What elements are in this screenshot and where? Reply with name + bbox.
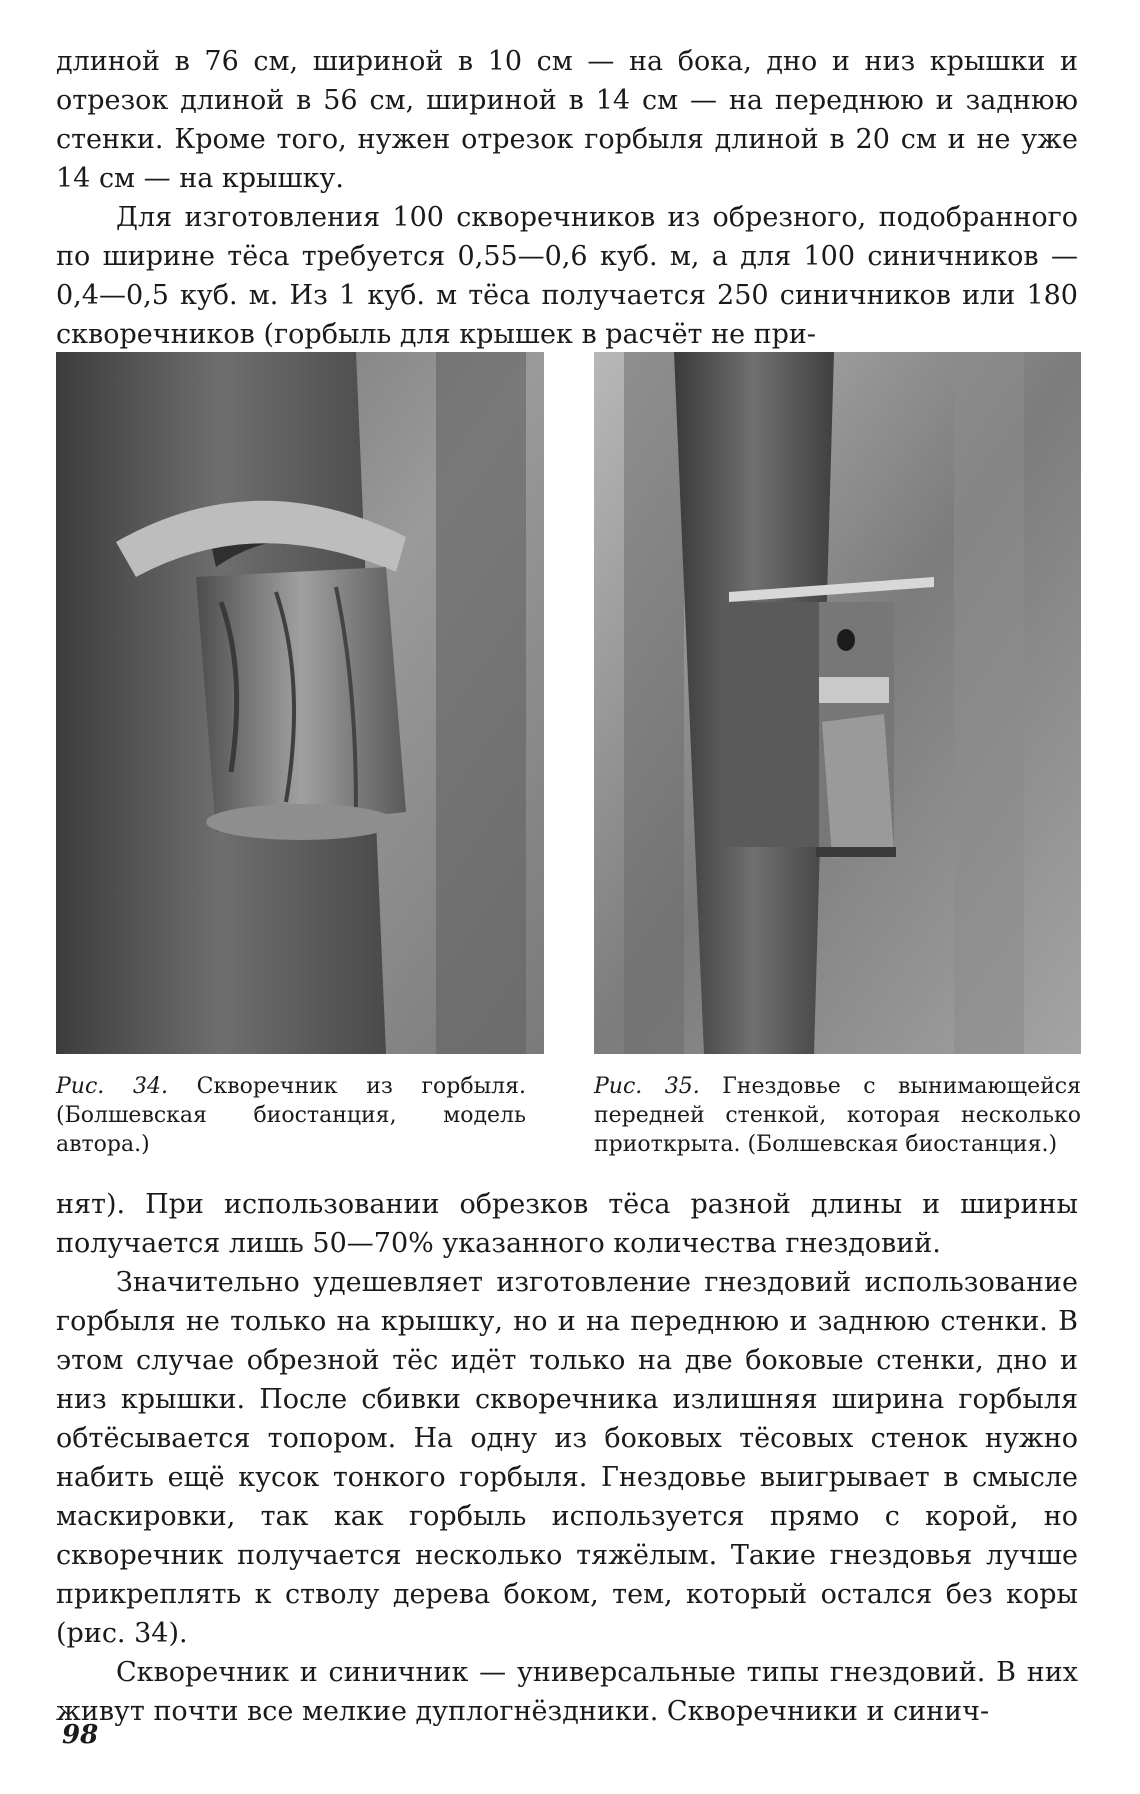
birdhouse-slab-photo bbox=[56, 352, 544, 1054]
page-number: 98 bbox=[62, 1720, 99, 1750]
caption-text: Скворечник из горбыля. (Болшевская биостанция, модель автора.) bbox=[56, 1074, 526, 1157]
caption-figure-35 bbox=[594, 1072, 1081, 1159]
paragraph: Для изготовления 100 скворечников из обрезного, подобранного по ширине тёса требуется 0,55—0,6 куб. м, а для 100 синичников — 0,4—0,5 куб. м. Из 1 куб. м тёса получается 250 синичников или 180 скворечников (горбыль для крышек в расчёт не при- bbox=[56, 202, 1078, 350]
paragraph: длиной в 76 см, шириной в 10 см — на бока, дно и низ крышки и отрезок длиной в 56 см, шириной в 14 см — на переднюю и заднюю стенки. Кроме того, нужен отрезок горбыля длиной в 20 см и не уже 14 см — на крышку. bbox=[56, 46, 1078, 194]
caption-text: Гнездовье с вынимающейся передней стенкой, которая несколько приоткрыта. (Болшевская биостанция.) bbox=[594, 1074, 1081, 1157]
top-text bbox=[56, 42, 1078, 354]
figure-34-birdhouse-slab bbox=[56, 352, 544, 1054]
caption-label: Рис. 34. bbox=[56, 1074, 168, 1099]
caption-label: Рис. 35. bbox=[594, 1074, 700, 1099]
paragraph: нят). При использовании обрезков тёса разной длины и ширины получается лишь 50—70% указанного количества гнездовий. bbox=[56, 1189, 1078, 1259]
paragraph: Значительно удешевляет изготовление гнездовий использование горбыля не только на крышку, но и на переднюю и заднюю стенки. В этом случае обрезной тёс идёт только на две боковые стенки, дно и низ крышки. После сбивки скворечника излишняя ширина горбыля обтёсывается топором. На одну из боковых тёсовых стенок нужно набить ещё кусок тонкого горбыля. Гнездовье выигрывает в смысле маскировки, так как горбыль используется прямо с корой, но скворечник получается несколько тяжёлым. Такие гнездовья лучше прикреплять к стволу дерева боком, тем, который остался без коры (рис. 34). bbox=[56, 1267, 1078, 1649]
paragraph: Скворечник и синичник — универсальные типы гнездовий. В них живут почти все мелкие дуплогнёздники. Скворечники и синич- bbox=[56, 1657, 1078, 1727]
nest-box-photo bbox=[594, 352, 1081, 1054]
bottom-text bbox=[56, 1185, 1078, 1731]
figure-35-nest-box-removable-front bbox=[594, 352, 1081, 1054]
caption-figure-34 bbox=[56, 1072, 526, 1159]
